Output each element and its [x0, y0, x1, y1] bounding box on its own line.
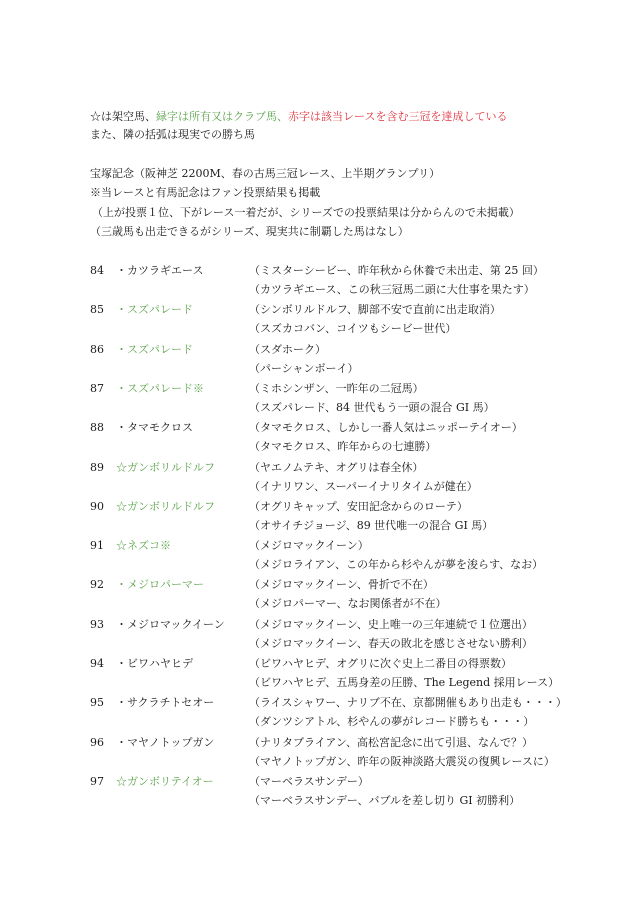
race-note-2: （上が投票１位、下がレース一着だが、シリーズでの投票結果は分からんので未掲載） — [92, 206, 520, 219]
entry-race-winner: （タマモクロス、昨年からの七連勝） — [249, 440, 437, 453]
entry-race-winner: （スズパレード、84 世代もう一頭の混合 GI 馬） — [249, 401, 495, 414]
entry-horse: ・タマモクロス — [116, 421, 193, 434]
race-note-1: ※当レースと有馬記念はファン投票結果も掲載 — [90, 186, 321, 199]
entry-vote-winner: （ヤエノムテキ、オグリは春全休） — [249, 461, 424, 474]
race-note-3: （三歳馬も出走できるがシリーズ、現実共に制覇した馬はなし） — [90, 225, 409, 238]
entry-year: 97 — [90, 775, 104, 788]
entry-vote-winner: （マーベラスサンデー） — [249, 775, 369, 788]
entry-vote-winner: （オグリキャップ、安田記念からのローテ） — [249, 500, 468, 513]
entry-vote-winner: （ナリタブライアン、高松宮記念に出て引退、なんで？） — [249, 736, 534, 749]
entry-year: 90 — [90, 500, 104, 513]
entry-race-winner: （スズカコバン、コイツもシービー世代） — [249, 322, 457, 335]
entry-year: 91 — [90, 539, 104, 552]
entry-horse: ☆ガンボリルドルフ — [116, 500, 215, 513]
entry-race-winner: （ビワハヤヒデ、五馬身差の圧勝、The Legend 採用レース） — [249, 676, 560, 689]
entry-horse: ・カツラギエース — [116, 264, 204, 277]
entry-horse: ☆ガンボリルドルフ — [116, 461, 215, 474]
entry-horse: ・スズパレード — [116, 303, 193, 316]
entry-race-winner: （オサイチジョージ、89 世代唯一の混合 GI 馬） — [249, 519, 494, 532]
entry-vote-winner: （メジロマックイーン、史上唯一の三年連続で１位選出） — [249, 618, 533, 631]
entry-race-winner: （メジロライアン、この年から杉やんが夢を浚らす、なお） — [249, 558, 544, 571]
entry-year: 87 — [90, 382, 104, 395]
entry-year: 92 — [90, 578, 104, 591]
entry-vote-winner: （シンボリルドルフ、脚部不安で直前に出走取消） — [249, 303, 501, 316]
entry-horse: ・メジロマックイーン — [116, 618, 225, 631]
legend-red: 赤字は該当レースを含む三冠を達成している — [288, 110, 508, 123]
entry-vote-winner: （タマモクロス、しかし一番人気はニッポーテイオー） — [249, 421, 523, 434]
entry-year: 96 — [90, 736, 104, 749]
entry-vote-winner: （スダホーク） — [249, 343, 326, 356]
entry-vote-winner: （ミホシンザン、一昨年の二冠馬） — [249, 382, 424, 395]
entry-year: 94 — [90, 657, 104, 670]
entry-horse: ・メジロパーマー — [116, 578, 204, 591]
entry-year: 86 — [90, 343, 104, 356]
legend-line-1 — [90, 110, 507, 124]
entry-race-winner: （カツラギエース、この秋三冠馬二頭に大仕事を果たす） — [249, 283, 535, 296]
entry-horse: ・スズパレード — [116, 343, 193, 356]
entry-race-winner: （イナリワン、スーパーイナリタイムが健在） — [249, 480, 478, 493]
entry-vote-winner: （ライスシャワー、ナリブ不在、京都開催もあり出走も・・・） — [249, 696, 567, 709]
race-title: 宝塚記念（阪神芝 2200M、春の古馬三冠レース、上半期グランプリ） — [90, 167, 441, 180]
entry-horse: ☆ネズコ※ — [116, 539, 171, 552]
entry-race-winner: （メジロパーマー、なお関係者が不在） — [249, 597, 447, 610]
entry-race-winner: （メジロマックイーン、春天の敗北を感じさせない勝利） — [249, 637, 533, 650]
entry-horse: ☆ガンボリテイオー — [116, 775, 214, 788]
entry-vote-winner: （ミスターシービー、昨年秋から休養で未出走、第 25 回） — [249, 264, 544, 277]
entry-horse: ・ビワハヤヒデ — [116, 657, 193, 670]
entry-year: 95 — [90, 696, 104, 709]
legend-green: 緑字は所有又はクラブ馬、 — [156, 110, 288, 123]
entry-horse: ・サクラチトセオー — [116, 696, 215, 709]
entry-race-winner: （マヤノトップガン、昨年の阪神淡路大震災の復興レースに） — [249, 755, 555, 768]
entry-horse: ・スズパレード※ — [116, 382, 204, 395]
entry-vote-winner: （メジロマックイーン） — [249, 539, 369, 552]
legend-line-2: また、隣の括弧は現実での勝ち馬 — [90, 128, 255, 141]
entry-vote-winner: （メジロマックイーン、骨折で不在） — [249, 578, 434, 591]
entry-race-winner: （パーシャンボーイ） — [249, 362, 359, 375]
legend-fictional: ☆は架空馬、 — [90, 110, 156, 123]
entry-year: 84 — [90, 264, 104, 277]
entry-vote-winner: （ビワハヤヒデ、オグリに次ぐ史上二番目の得票数） — [249, 657, 513, 670]
entry-year: 89 — [90, 461, 104, 474]
entry-race-winner: （マーベラスサンデー、バブルを差し切り GI 初勝利） — [249, 794, 521, 807]
entry-year: 85 — [90, 303, 104, 316]
entry-year: 88 — [90, 421, 104, 434]
entry-horse: ・マヤノトップガン — [116, 736, 215, 749]
entry-year: 93 — [90, 618, 104, 631]
entry-race-winner: （ダンツシアトル、杉やんの夢がレコード勝ちも・・・） — [249, 715, 535, 728]
